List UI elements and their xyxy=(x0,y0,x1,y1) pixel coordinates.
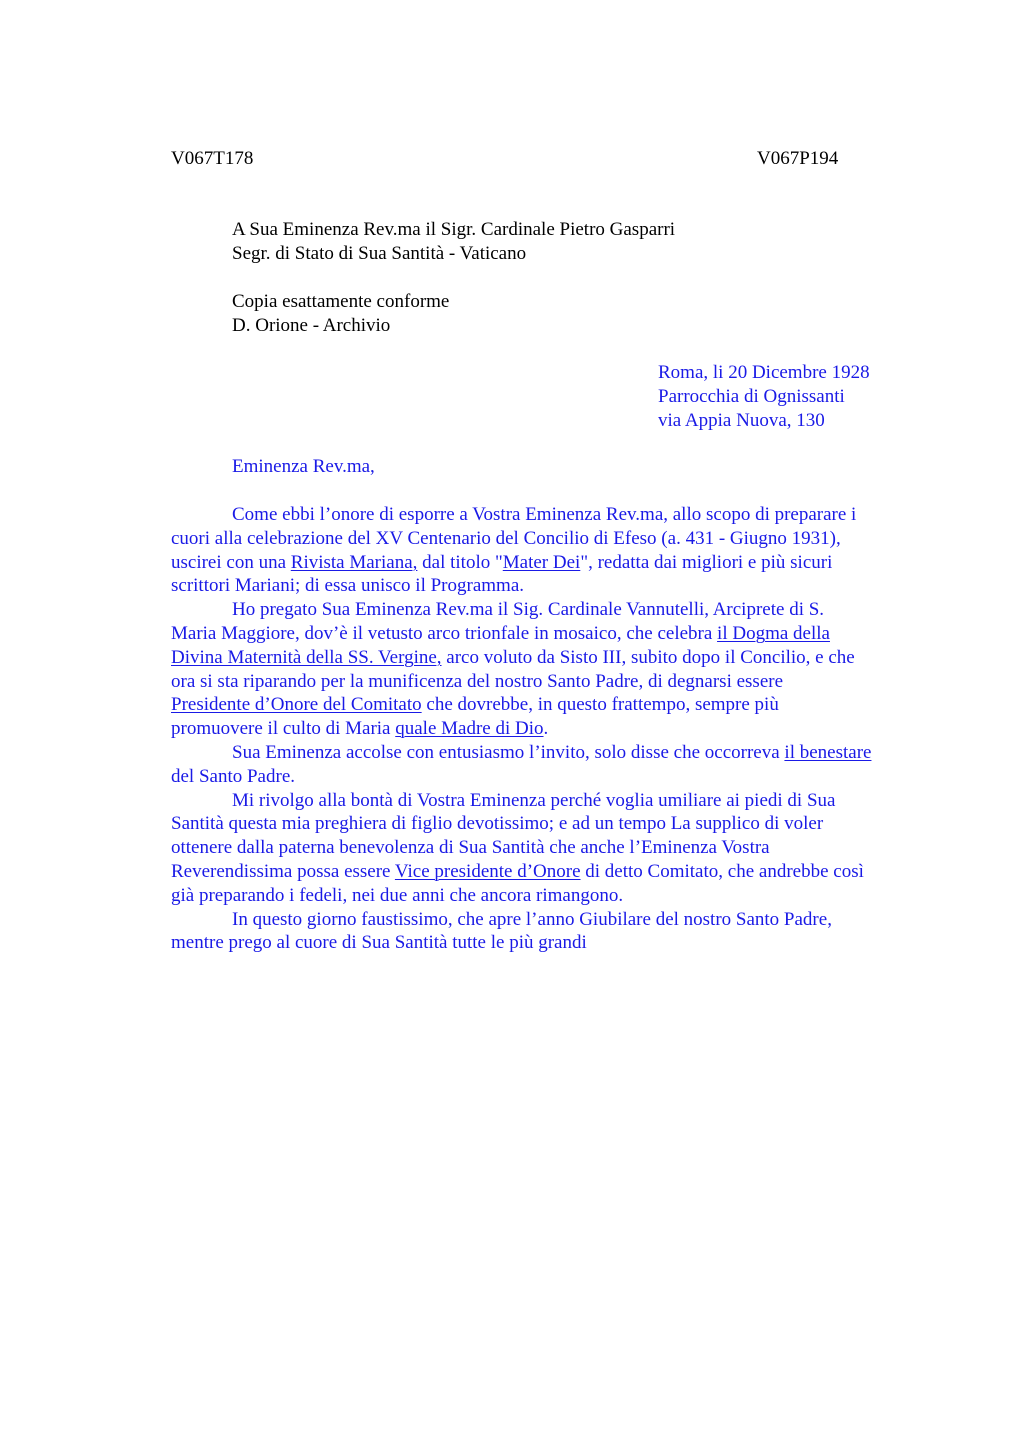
underlined-phrase: Mater Dei xyxy=(502,551,581,573)
addressee-line-1: A Sua Eminenza Rev.ma il Sigr. Cardinale Pietro Gasparri xyxy=(232,219,676,240)
body-line xyxy=(171,860,939,884)
paragraph-1 xyxy=(171,503,939,598)
body-line: Come ebbi l’onore di esporre a Vostra Eminenza Rev.ma, allo scopo di preparare i xyxy=(232,504,857,525)
underlined-phrase: Presidente d’Onore del Comitato xyxy=(171,694,422,716)
underlined-phrase: il Dogma della xyxy=(717,622,830,644)
dateline-block xyxy=(658,361,870,433)
body-line xyxy=(171,622,939,646)
body-line: già preparando i fedeli, nei due anni che ancora rimangono. xyxy=(171,884,624,906)
addressee-line-2: Segr. di Stato di Sua Santità - Vaticano xyxy=(232,243,527,264)
body-text-segment: uscirei con una xyxy=(171,551,291,573)
dateline-date: Roma, li 20 Dicembre 1928 xyxy=(658,362,870,383)
body-line: ora si sta riparando per la munificenza del nostro Santo Padre, di degnarsi essere xyxy=(171,670,784,692)
body-line xyxy=(171,551,939,575)
underlined-phrase: quale Madre di Dio xyxy=(395,718,544,740)
paragraph-3 xyxy=(171,741,939,789)
paragraph-5 xyxy=(171,908,939,956)
body-text-segment: Reverendissima possa essere xyxy=(171,860,395,882)
salutation: Eminenza Rev.ma, xyxy=(232,456,375,477)
paragraph-4 xyxy=(171,789,939,908)
body-line: Santità questa mia preghiera di figlio devotissimo; e ad un tempo La supplico di voler xyxy=(171,813,824,835)
copy-note-block xyxy=(232,290,449,338)
body-text-segment: promuovere il culto di Maria xyxy=(171,718,396,740)
dateline-address: via Appia Nuova, 130 xyxy=(658,410,825,431)
body-text-segment: dal titolo " xyxy=(417,551,503,573)
dateline-parish: Parrocchia di Ognissanti xyxy=(658,386,845,407)
body-text-segment: che dovrebbe, in questo frattempo, sempre più xyxy=(421,694,779,716)
underlined-phrase: Rivista Mariana, xyxy=(290,551,418,573)
paragraph-2 xyxy=(171,598,939,741)
body-line: In questo giorno faustissimo, che apre l’anno Giubilare del nostro Santo Padre, xyxy=(232,908,832,930)
letter-body xyxy=(171,503,939,955)
copy-note-line-2: D. Orione - Archivio xyxy=(232,315,391,336)
document-code-left: V067T178 xyxy=(171,148,254,169)
underlined-phrase: il benestare xyxy=(784,741,872,763)
body-text-segment: di detto Comitato, che andrebbe così xyxy=(580,860,864,882)
body-text-segment: Maria Maggiore, dov’è il vetusto arco trionfale in mosaico, che celebra xyxy=(171,622,718,644)
document-code-right: V067P194 xyxy=(757,148,839,169)
body-line: del Santo Padre. xyxy=(171,765,296,787)
body-text-segment: . xyxy=(543,718,549,740)
body-line xyxy=(171,717,939,741)
addressee-block xyxy=(232,218,675,266)
body-line: Ho pregato Sua Eminenza Rev.ma il Sig. Cardinale Vannutelli, Arciprete di S. xyxy=(232,599,825,621)
underlined-phrase: Divina Maternità della SS. Vergine, xyxy=(171,646,442,668)
copy-note-line-1: Copia esattamente conforme xyxy=(232,291,450,312)
body-line: mentre prego al cuore di Sua Santità tutte le più grandi xyxy=(171,932,587,954)
body-text-segment: arco voluto da Sisto III, subito dopo il Concilio, e che xyxy=(441,646,855,668)
body-line xyxy=(171,646,939,670)
body-line: Mi rivolgo alla bontà di Vostra Eminenza perché voglia umiliare ai piedi di Sua xyxy=(232,789,836,811)
body-text-segment: ", redatta dai migliori e più sicuri xyxy=(580,551,833,573)
body-line: ottenere dalla paterna benevolenza di Sua Santità che anche l’Eminenza Vostra xyxy=(171,837,770,859)
body-line: scrittori Mariani; di essa unisco il Programma. xyxy=(171,575,525,597)
body-line xyxy=(171,693,939,717)
body-line: cuori alla celebrazione del XV Centenario del Concilio di Efeso (a. 431 - Giugno 1931), xyxy=(171,527,841,549)
body-line xyxy=(171,741,939,765)
underlined-phrase: Vice presidente d’Onore xyxy=(394,860,581,882)
body-text-segment: Sua Eminenza accolse con entusiasmo l’invito, solo disse che occorreva xyxy=(232,741,785,763)
